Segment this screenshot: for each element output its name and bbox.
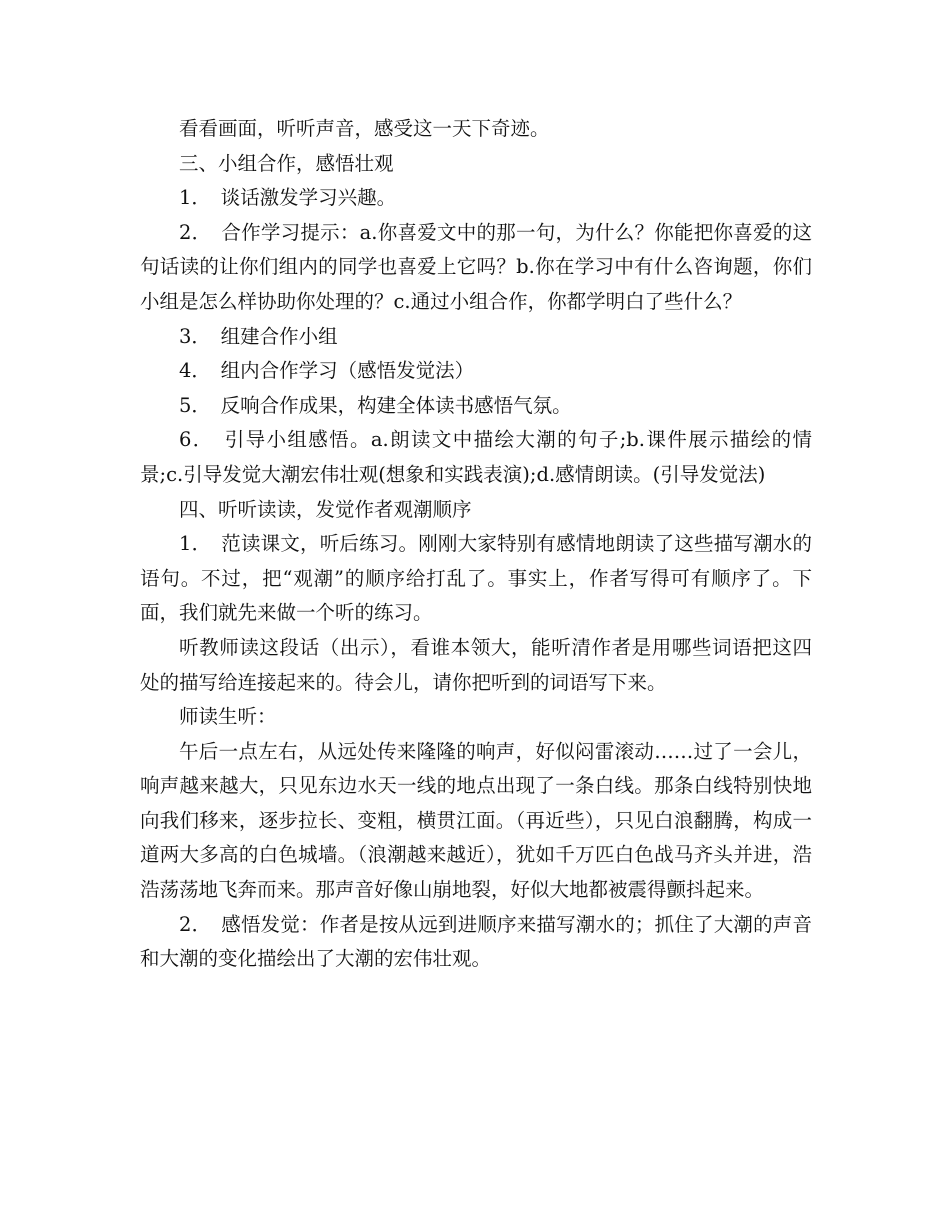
paragraph: 师读生听： (179, 705, 277, 729)
list-item: 1． 谈话激发学习兴趣。 (179, 186, 397, 210)
paragraph: 听教师读这段话（出示），看谁本领大，能听清作者是用哪些词语把这四处的描写给连接起来的。待会儿，请你把听到的词语写下来。 (140, 635, 812, 694)
document-body (140, 112, 812, 977)
list-item: 6． 引导小组感悟。a.朗读文中描绘大潮的句子;b.课件展示描绘的情景;c.引导发觉大潮宏伟壮观(想象和实践表演);d.感情朗读。(引导发觉法) (140, 428, 812, 486)
list-item: 2． 合作学习提示：a.你喜爱文中的那一句，为什么？你能把你喜爱的这句话读的让你们组内的同学也喜爱上它吗？b.你在学习中有什么咨询题，你们小组是怎么样协助你处理的？c.通过小组合作，你都学明白了些什么？ (140, 220, 812, 313)
list-item: 5． 反响合作成果，构建全体读书感悟气氛。 (179, 393, 572, 417)
section-heading-4: 四、听听读读，发觉作者观潮顺序 (179, 497, 472, 521)
list-item: 3． 组建合作小组 (179, 324, 338, 348)
list-item: 4． 组内合作学习（感悟发觉法） (179, 359, 475, 383)
quoted-passage: 午后一点左右，从远处传来隆隆的响声，好似闷雷滚动……过了一会儿，响声越来越大，只见东边水天一线的地点出现了一条白线。那条白线特别快地向我们移来，逐步拉长、变粗，横贯江面。（再近些），只见白浪翻腾，构成一道两大多高的白色城墙。（浪潮越来越近），犹如千万匹白色战马齐头并进，浩浩荡荡地飞奔而来。那声音好像山崩地裂，好似大地都被震得颤抖起来。 (140, 739, 812, 902)
list-item: 1． 范读课文，听后练习。刚刚大家特别有感情地朗读了这些描写潮水的语句。不过，把“观潮”的顺序给打乱了。事实上，作者写得可有顺序了。下面，我们就先来做一个听的练习。 (140, 532, 812, 625)
section-heading-3: 三、小组合作，感悟壮观 (179, 151, 394, 175)
paragraph-intro: 看看画面，听听声音，感受这一天下奇迹。 (179, 117, 550, 140)
list-item: 2． 感悟发觉：作者是按从远到进顺序来描写潮水的；抓住了大潮的声音和大潮的变化描绘出了大潮的宏伟壮观。 (140, 912, 812, 971)
